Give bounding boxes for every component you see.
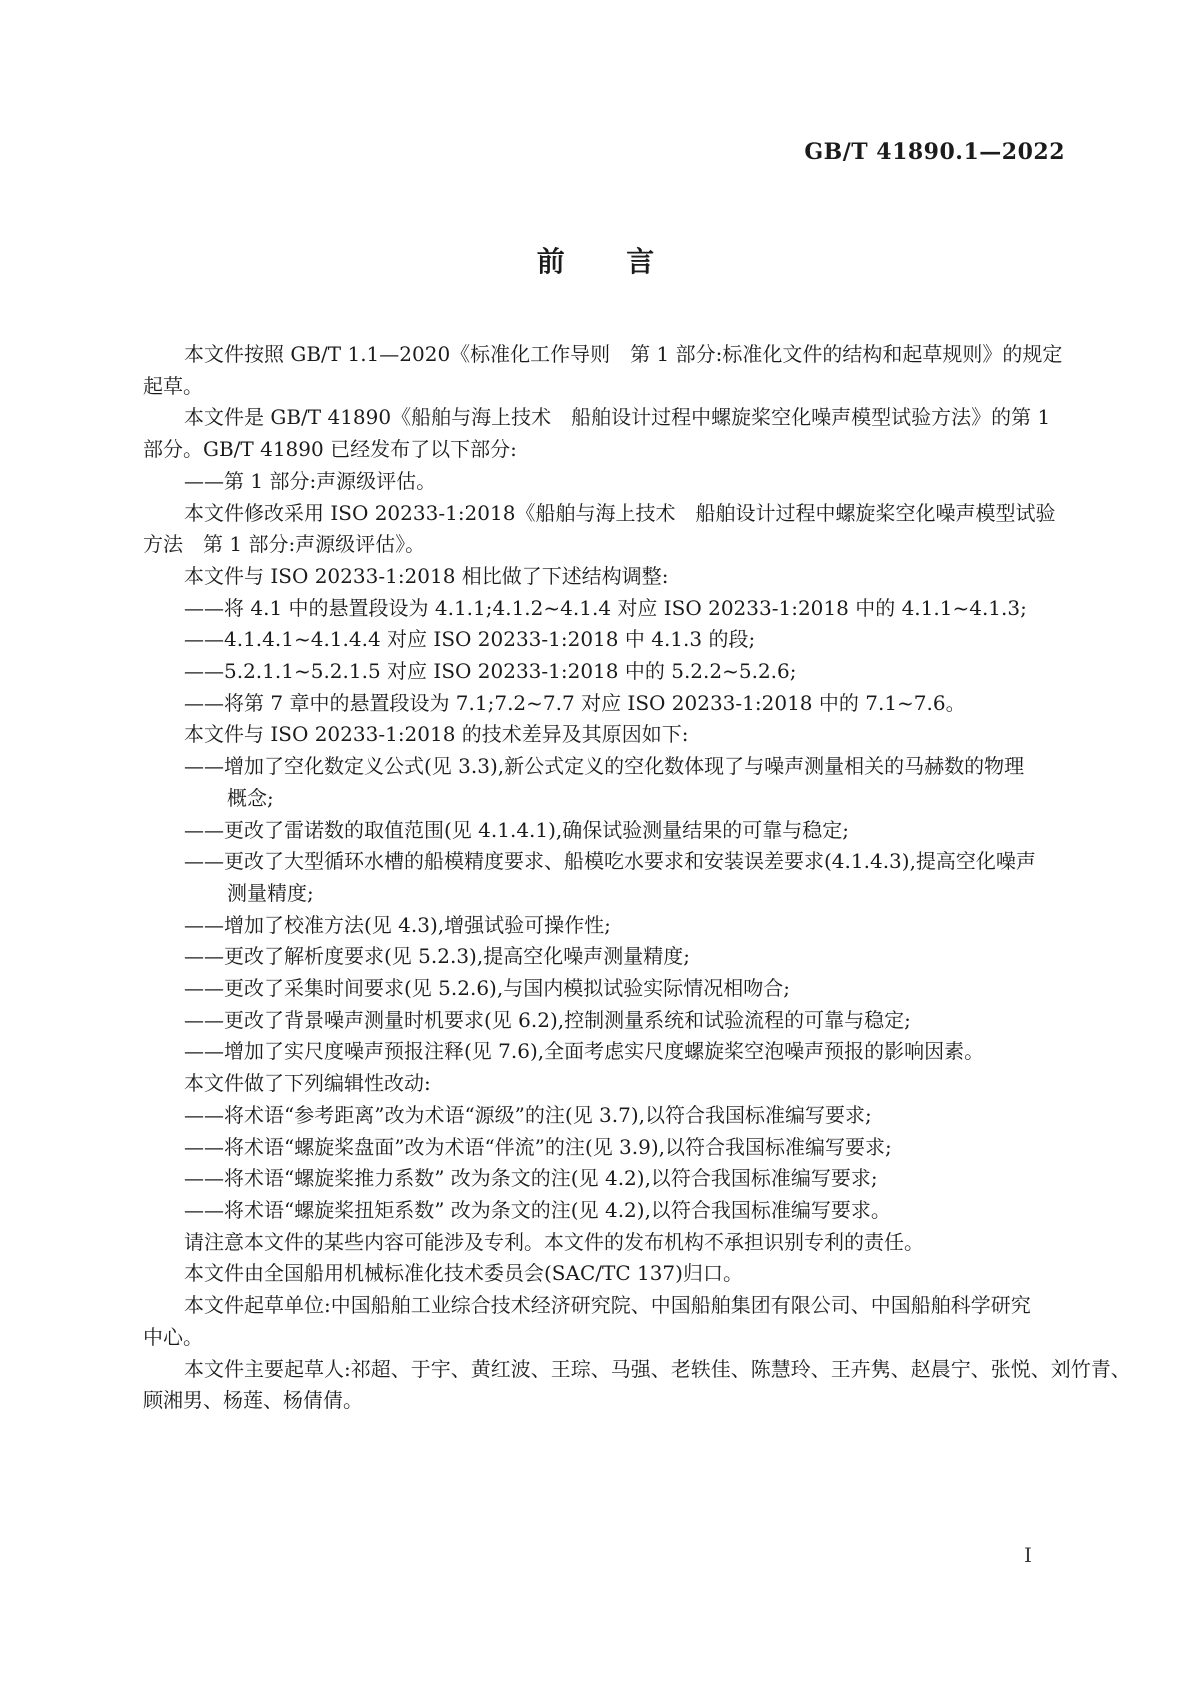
- foreword-line: ——更改了雷诺数的取值范围(见 4.1.4.1),确保试验测量结果的可靠与稳定;: [184, 817, 850, 842]
- foreword-line: ——增加了校准方法(见 4.3),增强试验可操作性;: [184, 912, 611, 937]
- foreword-line: ——将术语“螺旋桨扭矩系数” 改为条文的注(见 4.2),以符合我国标准编写要求。: [184, 1197, 891, 1222]
- foreword-line: 本文件按照 GB/T 1.1—2020《标准化工作导则 第 1 部分:标准化文件的结构和起草规则》的规定: [184, 342, 1063, 366]
- foreword-line: 部分。GB/T 41890 已经发布了以下部分:: [143, 437, 517, 462]
- foreword-line: ——更改了背景噪声测量时机要求(见 6.2),控制测量系统和试验流程的可靠与稳定;: [184, 1007, 911, 1032]
- page-number: I: [1024, 1543, 1032, 1567]
- foreword-line: ——将术语“螺旋桨推力系数” 改为条文的注(见 4.2),以符合我国标准编写要求;: [184, 1166, 878, 1191]
- foreword-line: ——将术语“参考距离”改为术语“源级”的注(见 3.7),以符合我国标准编写要求;: [184, 1102, 872, 1127]
- foreword-line: 本文件是 GB/T 41890《船舶与海上技术 船舶设计过程中螺旋桨空化噪声模型试验方法》的第 1: [184, 405, 1051, 430]
- foreword-line: 本文件主要起草人:祁超、于宇、黄红波、王琮、马强、老轶佳、陈慧玲、王卉隽、赵晨宁、张悦、刘竹青、: [184, 1356, 1131, 1381]
- foreword-line: 本文件修改采用 ISO 20233-1:2018《船舶与海上技术 船舶设计过程中螺旋桨空化噪声模型试验: [184, 500, 1056, 525]
- foreword-line: ——更改了大型循环水槽的船模精度要求、船模吃水要求和安装误差要求(4.1.4.3),提高空化噪声: [184, 849, 1036, 874]
- foreword-line: 起草。: [143, 373, 203, 398]
- foreword-line: 本文件起草单位:中国船舶工业综合技术经济研究院、中国船舶集团有限公司、中国船舶科学研究: [184, 1293, 1031, 1318]
- standard-number: GB/T 41890.1—2022: [804, 139, 1065, 165]
- foreword-line: ——5.2.1.1~5.2.1.5 对应 ISO 20233-1:2018 中的 5.2.2~5.2.6;: [184, 659, 797, 684]
- foreword-body: [143, 339, 1131, 1417]
- foreword-line: ——将 4.1 中的悬置段设为 4.1.1;4.1.2~4.1.4 对应 ISO 20233-1:2018 中的 4.1.1~4.1.3;: [184, 595, 1027, 620]
- foreword-line: 测量精度;: [227, 880, 314, 905]
- foreword-line: 本文件做了下列编辑性改动:: [184, 1071, 431, 1096]
- foreword-line: 顾湘男、杨莲、杨倩倩。: [143, 1388, 363, 1413]
- foreword-line: ——第 1 部分:声源级评估。: [184, 468, 437, 493]
- foreword-line: 概念;: [227, 785, 274, 810]
- foreword-line: 本文件与 ISO 20233-1:2018 的技术差异及其原因如下:: [184, 722, 689, 747]
- foreword-title: 前 言: [536, 245, 672, 278]
- foreword-line: ——增加了空化数定义公式(见 3.3),新公式定义的空化数体现了与噪声测量相关的马赫数的物理: [184, 754, 1025, 779]
- foreword-line: 本文件与 ISO 20233-1:2018 相比做了下述结构调整:: [184, 563, 669, 588]
- foreword-line: 本文件由全国船用机械标准化技术委员会(SAC/TC 137)归口。: [184, 1261, 743, 1286]
- foreword-line: 方法 第 1 部分:声源级评估》。: [143, 532, 426, 557]
- foreword-line: 请注意本文件的某些内容可能涉及专利。本文件的发布机构不承担识别专利的责任。: [184, 1229, 924, 1254]
- foreword-line: ——增加了实尺度噪声预报注释(见 7.6),全面考虑实尺度螺旋桨空泡噪声预报的影响因素。: [184, 1039, 985, 1064]
- foreword-line: ——将术语“螺旋桨盘面”改为术语“伴流”的注(见 3.9),以符合我国标准编写要求;: [184, 1134, 892, 1159]
- foreword-line: ——更改了采集时间要求(见 5.2.6),与国内模拟试验实际情况相吻合;: [184, 976, 790, 1001]
- foreword-line: 中心。: [143, 1324, 203, 1349]
- foreword-line: ——将第 7 章中的悬置段设为 7.1;7.2~7.7 对应 ISO 20233-1:2018 中的 7.1~7.6。: [184, 690, 966, 715]
- foreword-line: ——更改了解析度要求(见 5.2.3),提高空化噪声测量精度;: [184, 944, 690, 969]
- foreword-line: ——4.1.4.1~4.1.4.4 对应 ISO 20233-1:2018 中 4.1.3 的段;: [184, 627, 756, 652]
